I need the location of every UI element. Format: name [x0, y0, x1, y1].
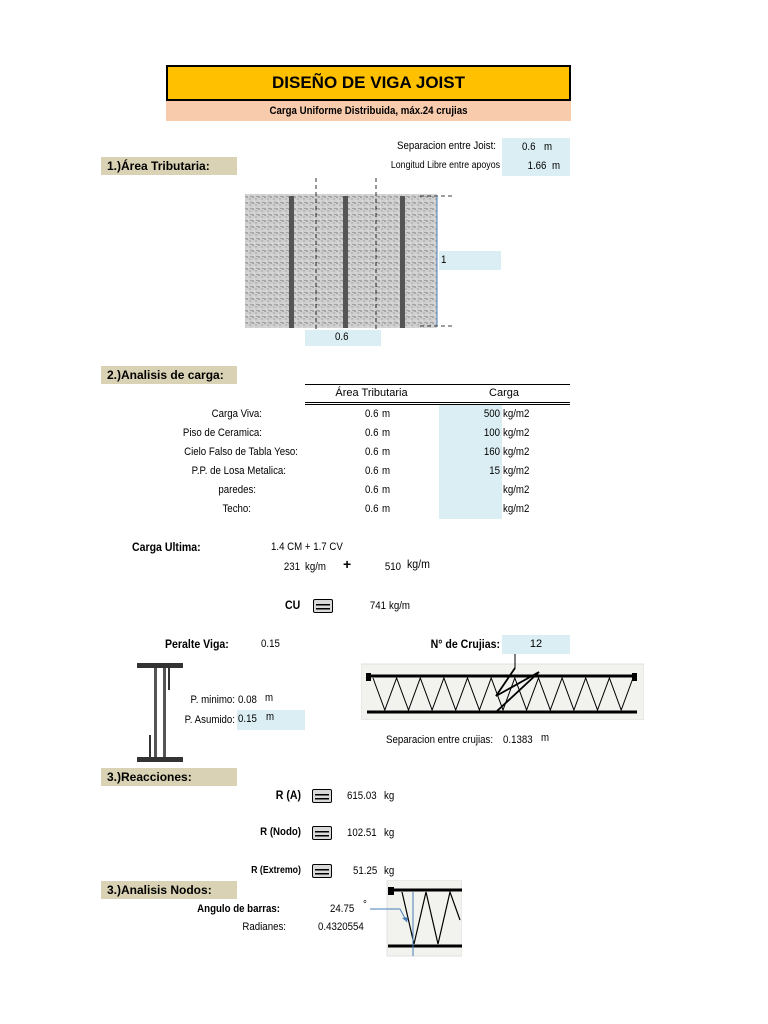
node-detail-diagram — [360, 880, 462, 958]
row-area-unit: m — [382, 427, 391, 439]
longitud-value: 1.66 — [527, 160, 546, 172]
subtitle-text: Carga Uniforme Distribuida, máx.24 crujias — [269, 105, 468, 117]
crujias-label: N° de Crujias: — [430, 637, 500, 651]
rextremo-unit: kg — [384, 865, 395, 877]
row-area-unit: m — [382, 484, 391, 496]
slab-texture — [245, 194, 437, 328]
peralte-asumido-value: 0.15 — [238, 713, 257, 725]
section-area-tributaria — [101, 157, 237, 175]
table-row — [0, 500, 768, 519]
separacion-unit: m — [544, 141, 553, 153]
separacion-value: 0.6 — [522, 141, 536, 153]
section-1-title: 1.)Área Tributaria: — [107, 159, 210, 173]
section-4-title: 3.)Analisis Nodos: — [107, 883, 212, 897]
rextremo-value: 51.25 — [353, 865, 378, 877]
rnodo-label: R (Nodo) — [260, 826, 301, 838]
angulo-unit: ° — [363, 899, 367, 911]
crujias-value: 12 — [529, 638, 543, 650]
section-reacciones — [101, 768, 237, 786]
cv-value: 510 — [384, 561, 401, 573]
radianes-label: Radianes: — [242, 921, 286, 933]
longitud-unit: m — [552, 160, 561, 172]
cu-unit: kg/m — [389, 600, 410, 612]
table-header-rule — [305, 402, 570, 403]
cu-value: 741 — [369, 600, 386, 612]
ra-value: 615.03 — [347, 790, 377, 802]
bottom-dimension-value: 0.6 — [335, 331, 349, 343]
separacion-crujias-label: Separacion entre crujias: — [386, 734, 494, 746]
col-header-carga — [438, 387, 570, 399]
peralte-value: 0.15 — [261, 638, 280, 650]
page-title-text: DISEÑO DE VIGA JOIST — [271, 73, 466, 92]
peralte-minimo-label: P. minimo: — [190, 694, 235, 706]
cv-unit: kg/m — [407, 557, 430, 571]
carga-ultima-formula: 1.4 CM + 1.7 CV — [271, 541, 343, 553]
longitud-label: Longitud Libre entre apoyos — [390, 160, 500, 171]
separacion-input[interactable] — [502, 138, 570, 157]
row-area-unit: m — [382, 446, 391, 458]
peralte-asumido-unit: m — [266, 711, 275, 723]
carga-ultima-label: Carga Ultima: — [132, 540, 201, 554]
row-label: Cielo Falso de Tabla Yeso: — [184, 446, 298, 458]
row-unit: kg/m2 — [503, 408, 530, 420]
cm-value: 231 — [283, 561, 300, 573]
row-area-unit: m — [382, 408, 391, 420]
col-header-area-text: Área Tributaria — [335, 387, 408, 399]
ra-label: R (A) — [275, 788, 301, 802]
separacion-crujias-unit: m — [541, 732, 550, 744]
side-dimension-value: 1 — [441, 254, 447, 266]
table-row — [0, 481, 768, 500]
row-carga[interactable]: 160 — [483, 446, 500, 458]
radianes-value: 0.4320554 — [318, 921, 364, 933]
peralte-asumido-label: P. Asumido: — [184, 714, 235, 726]
section-3-title: 3.)Reacciones: — [107, 770, 192, 784]
separacion-crujias-value: 0.1383 — [503, 734, 533, 746]
row-unit: kg/m2 — [503, 446, 530, 458]
crujias-input[interactable] — [502, 635, 570, 654]
plus-sign: + — [343, 556, 352, 572]
page-subtitle — [166, 101, 571, 121]
row-area: 0.6 — [365, 503, 379, 515]
section-2-title: 2.)Analisis de carga: — [107, 368, 224, 382]
row-label: Piso de Ceramica: — [182, 427, 262, 439]
angulo-label: Angulo de barras: — [197, 903, 280, 915]
row-carga[interactable]: 15 — [489, 465, 500, 477]
row-area: 0.6 — [365, 446, 379, 458]
row-area: 0.6 — [365, 484, 379, 496]
peralte-minimo-unit: m — [265, 692, 274, 704]
table-row — [0, 462, 768, 481]
bottom-dimension-cell — [305, 330, 381, 346]
row-unit: kg/m2 — [503, 503, 530, 515]
peralte-label: Peralte Viga: — [165, 637, 229, 651]
ra-unit: kg — [384, 790, 395, 802]
row-unit: kg/m2 — [503, 427, 530, 439]
row-unit: kg/m2 — [503, 465, 530, 477]
col-header-carga-text: Carga — [489, 387, 519, 399]
row-carga[interactable]: 500 — [483, 408, 500, 420]
cm-unit: kg/m — [305, 561, 326, 573]
table-row — [0, 405, 768, 424]
row-label: Carga Viva: — [211, 408, 262, 420]
row-area: 0.6 — [365, 465, 379, 477]
section-analisis-carga — [101, 366, 237, 384]
joist-bar — [343, 196, 348, 328]
row-carga[interactable]: 100 — [483, 427, 500, 439]
table-row — [0, 443, 768, 462]
rnodo-unit: kg — [384, 827, 395, 839]
rnodo-value: 102.51 — [347, 827, 377, 839]
peralte-asumido-input[interactable] — [237, 710, 305, 730]
row-label: Techo: — [222, 503, 251, 515]
cu-label: CU — [285, 598, 301, 612]
i-beam-icon — [130, 660, 190, 765]
section-analisis-nodos — [101, 881, 237, 899]
equals-icon — [312, 826, 332, 840]
row-label: paredes: — [218, 484, 256, 496]
row-area-unit: m — [382, 503, 391, 515]
separacion-label: Separacion entre Joist: — [396, 140, 496, 152]
col-header-area — [305, 387, 438, 399]
equals-icon — [313, 599, 333, 613]
truss-diagram — [361, 654, 644, 720]
table-row — [0, 424, 768, 443]
equals-icon — [312, 789, 332, 803]
side-dimension-cell — [439, 251, 501, 270]
joist-bar — [289, 196, 294, 328]
longitud-input[interactable] — [502, 157, 570, 176]
joist-bar — [400, 196, 405, 328]
peralte-minimo-value: 0.08 — [238, 694, 257, 706]
table-top-rule — [305, 384, 570, 385]
row-area: 0.6 — [365, 408, 379, 420]
page-title — [166, 65, 571, 101]
row-label: P.P. de Losa Metalica: — [191, 465, 286, 477]
equals-icon — [312, 864, 332, 878]
row-area-unit: m — [382, 465, 391, 477]
row-area: 0.6 — [365, 427, 379, 439]
rextremo-label: R (Extremo) — [251, 865, 301, 876]
row-unit: kg/m2 — [503, 484, 530, 496]
angulo-value: 24.75 — [330, 903, 355, 915]
